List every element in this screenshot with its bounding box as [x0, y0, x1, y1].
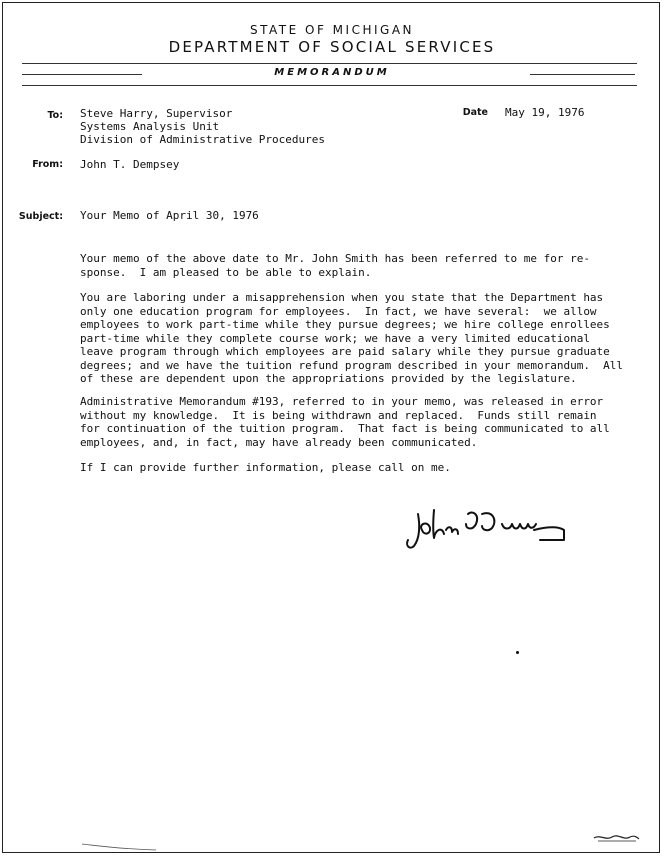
paragraph-line: employees, and, in fact, may have already been communicated.	[80, 435, 478, 449]
paragraph-line: Your memo of the above date to Mr. John Smith has been referred to me for re-	[80, 252, 590, 265]
header-rule-left	[22, 63, 637, 64]
paragraph-3	[80, 395, 610, 449]
department-name: DEPARTMENT OF SOCIAL SERVICES	[168, 38, 496, 56]
paragraph-line: If I can provide further information, please call on me.	[80, 461, 451, 474]
to-line-2: Systems Analysis Unit	[80, 120, 220, 133]
from-value: John T. Dempsey	[80, 158, 180, 171]
to-label: To:	[47, 110, 63, 121]
from-label: From:	[32, 159, 63, 170]
agency-name: STATE OF MICHIGAN	[250, 23, 414, 37]
doc-id-mark	[592, 830, 642, 844]
paragraph-line: of these are dependent upon the appropriations provided by the legislature.	[80, 372, 577, 385]
paragraph-line: You are laboring under a misapprehension when you state that the Department has	[80, 291, 604, 304]
to-line-1: Steve Harry, Supervisor	[80, 107, 233, 120]
paragraph-line: without my knowledge. It is being withdrawn and replaced. Funds still remain	[80, 408, 597, 422]
paragraph-line: degrees; and we have the tuition refund program described in your memorandum. All	[80, 358, 624, 372]
paragraph-line: leave program through which employees are paid salary while they pursue graduate	[80, 345, 610, 358]
date-label: Date	[462, 107, 488, 118]
to-line-3: Division of Administrative Procedures	[80, 133, 326, 146]
paragraph-4	[80, 461, 451, 475]
handwritten-signature	[400, 500, 575, 560]
subject-label: Subject:	[18, 211, 63, 222]
memo-title: MEMORANDUM	[274, 67, 390, 78]
stray-mark	[516, 651, 519, 654]
subject-value: Your Memo of April 30, 1976	[80, 209, 259, 222]
paragraph-1	[80, 252, 590, 279]
scan-smudge	[80, 840, 160, 854]
date-value: May 19, 1976	[505, 106, 585, 119]
header-rule-bottom	[22, 85, 637, 86]
paragraph-line: only one education program for employees. In fact, we have several: we allow	[80, 304, 597, 318]
paragraph-line: Administrative Memorandum #193, referred to in your memo, was released in error	[80, 395, 604, 408]
paragraph-2	[80, 291, 623, 386]
paragraph-line: employees to work part-time while they pursue degrees; we hire college enrollees	[80, 318, 610, 331]
paragraph-line: sponse. I am pleased to be able to explain.	[80, 265, 372, 279]
paragraph-line: for continuation of the tuition program. That fact is being communicated to all	[80, 422, 610, 435]
paragraph-line: part-time while they complete course work; we have a very limited educational	[80, 331, 590, 345]
